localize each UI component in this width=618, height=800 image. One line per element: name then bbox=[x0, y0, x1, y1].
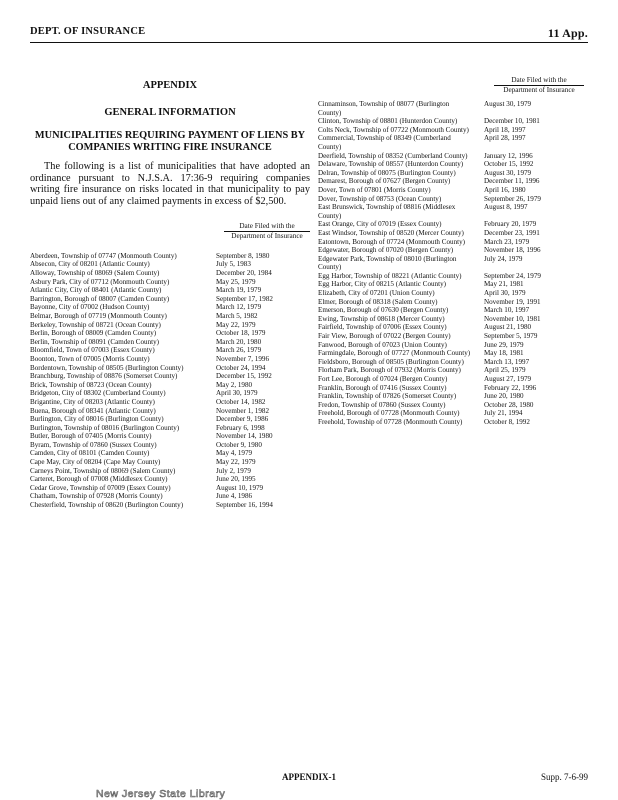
list-item bbox=[30, 312, 310, 321]
municipality-name: East Windsor, Township of 08520 (Mercer County) bbox=[318, 228, 464, 237]
municipality-name: Edgewater, Borough of 07020 (Bergen County) bbox=[318, 246, 454, 255]
list-item bbox=[30, 252, 310, 261]
footer-supplement: Supp. 7-6-99 bbox=[541, 772, 588, 782]
right-col-header-line2: Department of Insurance bbox=[494, 85, 584, 95]
filing-date: August 30, 1979 bbox=[484, 168, 532, 177]
filing-date: July 5, 1983 bbox=[216, 260, 251, 269]
list-item bbox=[318, 152, 588, 161]
left-column-header bbox=[30, 222, 310, 252]
filing-date: March 10, 1997 bbox=[484, 306, 530, 315]
list-item bbox=[318, 117, 588, 126]
list-item bbox=[30, 398, 310, 407]
list-item bbox=[318, 272, 588, 281]
page-footer bbox=[30, 772, 588, 786]
list-item bbox=[30, 407, 310, 416]
filing-date: March 19, 1979 bbox=[216, 286, 262, 295]
list-item bbox=[30, 415, 310, 424]
filing-date: April 25, 1979 bbox=[484, 366, 526, 375]
list-item bbox=[318, 126, 588, 135]
filing-date: August 27, 1979 bbox=[484, 375, 532, 383]
municipality-name: Colts Neck, Township of 07722 (Monmouth County) bbox=[318, 125, 469, 134]
filing-date: August 21, 1980 bbox=[484, 323, 532, 332]
list-item bbox=[318, 238, 588, 247]
municipality-name: Dover, Town of 07801 (Morris County) bbox=[318, 185, 431, 194]
municipality-name: Bloomfield, Town of 07003 (Essex County) bbox=[30, 346, 155, 355]
municipality-name: Fort Lee, Borough of 07024 (Bergen County) bbox=[318, 375, 448, 383]
list-item bbox=[30, 355, 310, 364]
filing-date: December 10, 1981 bbox=[484, 117, 540, 126]
filing-date: May 4, 1979 bbox=[216, 449, 253, 458]
list-item bbox=[318, 332, 588, 341]
list-item bbox=[30, 424, 310, 433]
filing-date: September 16, 1994 bbox=[216, 501, 273, 510]
right-column bbox=[318, 76, 588, 427]
list-item bbox=[318, 203, 588, 220]
municipality-name: Clinton, Township of 08801 (Hunterdon County) bbox=[318, 117, 458, 126]
list-item bbox=[30, 475, 310, 484]
municipality-name: Brigantine, City of 08203 (Atlantic County) bbox=[30, 397, 155, 406]
list-item bbox=[318, 323, 588, 332]
list-item bbox=[30, 389, 310, 398]
list-item bbox=[30, 501, 310, 510]
filing-date: December 11, 1996 bbox=[484, 177, 540, 186]
municipality-name: Fairfield, Township of 07006 (Essex County) bbox=[318, 323, 447, 332]
header-page-label: 11 App. bbox=[547, 26, 588, 40]
municipality-name: Fanwood, Borough of 07023 (Union County) bbox=[318, 340, 447, 349]
list-item bbox=[318, 160, 588, 169]
municipality-name: Demarest, Borough of 07627 (Bergen County) bbox=[318, 177, 451, 186]
filing-date: October 28, 1980 bbox=[484, 400, 534, 409]
municipality-name: Buena, Borough of 08341 (Atlantic County) bbox=[30, 406, 156, 415]
list-item bbox=[30, 346, 310, 355]
list-item bbox=[30, 295, 310, 304]
municipality-name: Berlin, Borough of 08009 (Camden County) bbox=[30, 329, 157, 338]
filing-date: February 20, 1979 bbox=[484, 220, 537, 229]
filing-date: April 18, 1997 bbox=[484, 125, 526, 134]
filing-date: October 8, 1992 bbox=[484, 417, 530, 426]
filing-date: November 19, 1991 bbox=[484, 297, 541, 306]
municipality-name: Egg Harbor, Township of 08221 (Atlantic County) bbox=[318, 271, 462, 280]
list-item bbox=[30, 364, 310, 373]
list-item bbox=[318, 280, 588, 289]
municipality-name: Cinnaminson, Township of 08077 (Burlington County) bbox=[318, 100, 450, 117]
municipality-name: Bridgeton, City of 08302 (Cumberland County) bbox=[30, 389, 166, 398]
list-item bbox=[30, 286, 310, 295]
municipality-name: Cape May, City of 08204 (Cape May County) bbox=[30, 458, 161, 467]
filing-date: July 24, 1979 bbox=[484, 254, 523, 263]
municipality-name: Alloway, Township of 08069 (Salem County) bbox=[30, 269, 160, 277]
list-item bbox=[30, 449, 310, 458]
list-item bbox=[30, 269, 310, 278]
municipality-name: Elmer, Borough of 08318 (Salem County) bbox=[318, 297, 438, 306]
municipality-name: Absecon, City of 08201 (Atlantic County) bbox=[30, 260, 150, 269]
list-item bbox=[318, 315, 588, 324]
municipality-name: Branchburg, Township of 08876 (Somerset County) bbox=[30, 372, 178, 381]
list-item bbox=[30, 260, 310, 269]
filing-date: April 30, 1979 bbox=[484, 289, 526, 298]
list-item bbox=[30, 329, 310, 338]
municipality-name: Franklin, Borough of 07416 (Sussex County) bbox=[318, 383, 447, 392]
filing-date: June 20, 1980 bbox=[484, 392, 524, 401]
header-department: DEPT. OF INSURANCE bbox=[30, 26, 146, 37]
list-item bbox=[30, 458, 310, 467]
municipality-name: Fredon, Township of 07860 (Sussex County) bbox=[318, 400, 446, 409]
filing-date: November 1, 1982 bbox=[216, 406, 269, 415]
municipality-name: Farmingdale, Borough of 07727 (Monmouth County) bbox=[318, 349, 471, 358]
left-col-header-line1: Date Filed with the bbox=[239, 221, 295, 230]
filing-date: June 4, 1986 bbox=[216, 492, 253, 501]
list-item bbox=[318, 384, 588, 393]
list-item bbox=[318, 358, 588, 367]
library-stamp: New Jersey State Library bbox=[96, 788, 226, 800]
filing-date: March 20, 1980 bbox=[216, 337, 262, 346]
filing-date: March 23, 1979 bbox=[484, 237, 530, 246]
list-item bbox=[30, 432, 310, 441]
municipality-name: Burlington, Township of 08016 (Burlington County) bbox=[30, 423, 180, 432]
list-item bbox=[318, 349, 588, 358]
filing-date: May 22, 1979 bbox=[216, 458, 256, 467]
filing-date: April 28, 1997 bbox=[484, 134, 526, 143]
municipality-name: Chesterfield, Township of 08620 (Burlington County) bbox=[30, 501, 184, 510]
filing-date: August 8, 1997 bbox=[484, 203, 528, 212]
filing-date: September 26, 1979 bbox=[484, 194, 541, 203]
list-item bbox=[318, 255, 588, 272]
municipality-name: Cedar Grove, Township of 07009 (Essex County) bbox=[30, 483, 171, 492]
filing-date: October 14, 1982 bbox=[216, 397, 266, 406]
municipality-name: Carteret, Borough of 07008 (Middlesex County) bbox=[30, 475, 168, 484]
filing-date: September 24, 1979 bbox=[484, 271, 541, 280]
filing-date: August 10, 1979 bbox=[216, 483, 264, 492]
list-item bbox=[30, 338, 310, 347]
list-item bbox=[318, 100, 588, 117]
list-item bbox=[30, 467, 310, 476]
municipality-name: Emerson, Borough of 07630 (Bergen County) bbox=[318, 306, 449, 315]
list-item bbox=[318, 246, 588, 255]
left-col-header-line2: Department of Insurance bbox=[224, 231, 310, 241]
list-item bbox=[30, 303, 310, 312]
list-item bbox=[318, 298, 588, 307]
filing-date: October 18, 1979 bbox=[216, 329, 266, 338]
municipality-name: Commercial, Township of 08349 (Cumberland County) bbox=[318, 134, 451, 151]
filing-date: October 24, 1994 bbox=[216, 363, 266, 372]
filing-date: July 2, 1979 bbox=[216, 466, 251, 475]
municipality-name: East Orange, City of 07019 (Essex County) bbox=[318, 220, 442, 229]
municipality-name: Freehold, Township of 07728 (Monmouth County) bbox=[318, 417, 463, 426]
filing-date: June 29, 1979 bbox=[484, 340, 524, 349]
filing-date: June 20, 1995 bbox=[216, 475, 256, 484]
list-item bbox=[318, 289, 588, 298]
filing-date: December 15, 1992 bbox=[216, 372, 272, 381]
municipality-name: Edgewater Park, Township of 08010 (Burlington County) bbox=[318, 254, 457, 272]
left-municipality-list bbox=[30, 252, 310, 510]
filing-date: October 15, 1992 bbox=[484, 160, 534, 169]
filing-date: December 20, 1984 bbox=[216, 269, 272, 277]
municipality-name: Byram, Township of 07860 (Sussex County) bbox=[30, 440, 157, 449]
municipality-name: Asbury Park, City of 07712 (Monmouth County) bbox=[30, 277, 170, 286]
filing-date: May 21, 1981 bbox=[484, 280, 524, 289]
list-item bbox=[318, 177, 588, 186]
list-item bbox=[30, 492, 310, 501]
running-header bbox=[30, 26, 588, 42]
right-column-header bbox=[318, 76, 588, 100]
filing-date: May 18, 1981 bbox=[484, 349, 524, 358]
municipality-name: Deerfield, Township of 08352 (Cumberland County) bbox=[318, 151, 468, 160]
municipality-name: Carneys Point, Township of 08069 (Salem County) bbox=[30, 466, 176, 475]
municipality-name: Aberdeen, Township of 07747 (Monmouth County) bbox=[30, 251, 177, 260]
list-item bbox=[318, 341, 588, 350]
filing-date: November 14, 1980 bbox=[216, 432, 273, 441]
municipality-name: Delaware, Township of 08557 (Hunterdon County) bbox=[318, 160, 464, 169]
municipality-name: Bayonne, City of 07002 (Hudson County) bbox=[30, 303, 150, 312]
municipality-name: Chatham, Township of 07928 (Morris County) bbox=[30, 492, 163, 501]
list-item bbox=[30, 321, 310, 330]
filing-date: July 21, 1994 bbox=[484, 409, 523, 418]
filing-date: September 8, 1980 bbox=[216, 251, 270, 260]
filing-date: December 23, 1991 bbox=[484, 228, 540, 237]
list-item bbox=[30, 381, 310, 390]
filing-date: November 7, 1996 bbox=[216, 354, 269, 363]
intro-paragraph: The following is a list of municipalities that have adopted an ordinance pursuant to N.J.S.A. 17:36-9 requiring companies writing fire insurance on risks located in that municipality to pay unpaid liens out of any claimed payments in excess of $2,500. bbox=[30, 161, 310, 208]
filing-date: March 12, 1979 bbox=[216, 303, 262, 312]
filing-date: April 16, 1980 bbox=[484, 185, 526, 194]
list-item bbox=[318, 195, 588, 204]
section-title: MUNICIPALITIES REQUIRING PAYMENT OF LIENS BY COMPANIES WRITING FIRE INSURANCE bbox=[34, 130, 306, 153]
right-municipality-list bbox=[318, 100, 588, 427]
municipality-name: East Brunswick, Township of 08816 (Middlesex County) bbox=[318, 203, 456, 220]
municipality-name: Burlington, City of 08016 (Burlington County) bbox=[30, 415, 164, 424]
filing-date: August 30, 1979 bbox=[484, 100, 532, 108]
municipality-name: Bordentown, Township of 08505 (Burlington County) bbox=[30, 363, 184, 372]
filing-date: March 13, 1997 bbox=[484, 357, 530, 366]
list-item bbox=[318, 409, 588, 418]
right-col-header-line1: Date Filed with the bbox=[511, 76, 567, 84]
list-item bbox=[318, 306, 588, 315]
list-item bbox=[318, 375, 588, 384]
filing-date: January 12, 1996 bbox=[484, 151, 533, 160]
filing-date: September 17, 1982 bbox=[216, 294, 273, 303]
municipality-name: Ewing, Township of 08618 (Mercer County) bbox=[318, 314, 445, 323]
list-item bbox=[30, 484, 310, 493]
filing-date: November 10, 1981 bbox=[484, 314, 541, 323]
filing-date: October 9, 1980 bbox=[216, 440, 262, 449]
filing-date: December 9, 1986 bbox=[216, 415, 269, 424]
filing-date: May 25, 1979 bbox=[216, 277, 256, 286]
municipality-name: Fair View, Borough of 07022 (Bergen County) bbox=[318, 332, 451, 341]
municipality-name: Dover, Township of 08753 (Ocean County) bbox=[318, 194, 442, 203]
municipality-name: Fieldsboro, Borough of 08505 (Burlington County) bbox=[318, 357, 464, 366]
municipality-name: Berlin, Township of 08091 (Camden County) bbox=[30, 337, 160, 346]
municipality-name: Eatontown, Borough of 07724 (Monmouth County) bbox=[318, 237, 465, 246]
filing-date: May 22, 1979 bbox=[216, 320, 256, 329]
list-item bbox=[30, 278, 310, 287]
filing-date: May 2, 1980 bbox=[216, 380, 253, 389]
municipality-name: Florham Park, Borough of 07932 (Morris County) bbox=[318, 366, 461, 375]
list-item bbox=[318, 134, 588, 151]
filing-date: November 18, 1996 bbox=[484, 246, 541, 255]
municipality-name: Boonton, Town of 07005 (Morris County) bbox=[30, 354, 150, 363]
municipality-name: Atlantic City, City of 08401 (Atlantic County) bbox=[30, 286, 162, 295]
filing-date: March 5, 1982 bbox=[216, 311, 258, 320]
list-item bbox=[318, 401, 588, 410]
appendix-heading: APPENDIX bbox=[142, 80, 198, 91]
filing-date: April 30, 1979 bbox=[216, 389, 258, 398]
municipality-name: Belmar, Borough of 07719 (Monmouth County) bbox=[30, 311, 167, 320]
filing-date: February 22, 1996 bbox=[484, 383, 537, 392]
filing-date: March 26, 1979 bbox=[216, 346, 262, 355]
municipality-name: Egg Harbor, City of 08215 (Atlantic County) bbox=[318, 280, 446, 289]
list-item bbox=[318, 392, 588, 401]
municipality-name: Camden, City of 08101 (Camden County) bbox=[30, 449, 150, 458]
filing-date: February 6, 1998 bbox=[216, 423, 265, 432]
municipality-name: Barrington, Borough of 08007 (Camden County) bbox=[30, 294, 170, 303]
list-item bbox=[30, 372, 310, 381]
municipality-name: Franklin, Township of 07826 (Somerset County) bbox=[318, 392, 457, 401]
left-column bbox=[30, 80, 310, 510]
list-item bbox=[30, 441, 310, 450]
list-item bbox=[318, 169, 588, 178]
list-item bbox=[318, 229, 588, 238]
municipality-name: Freehold, Borough of 07728 (Monmouth County) bbox=[318, 409, 460, 418]
general-info-heading: GENERAL INFORMATION bbox=[104, 107, 236, 118]
municipality-name: Delran, Township of 08075 (Burlington County) bbox=[318, 168, 456, 177]
municipality-name: Elizabeth, City of 07201 (Union County) bbox=[318, 289, 435, 298]
footer-page-number: APPENDIX-1 bbox=[282, 772, 336, 782]
list-item bbox=[318, 186, 588, 195]
filing-date: September 5, 1979 bbox=[484, 332, 538, 341]
list-item bbox=[318, 220, 588, 229]
municipality-name: Brick, Township of 08723 (Ocean County) bbox=[30, 380, 152, 389]
municipality-name: Berkeley, Township of 08721 (Ocean County) bbox=[30, 320, 161, 329]
list-item bbox=[318, 418, 588, 427]
municipality-name: Butler, Borough of 07405 (Morris County) bbox=[30, 432, 152, 441]
header-rule bbox=[30, 42, 588, 43]
list-item bbox=[318, 366, 588, 375]
